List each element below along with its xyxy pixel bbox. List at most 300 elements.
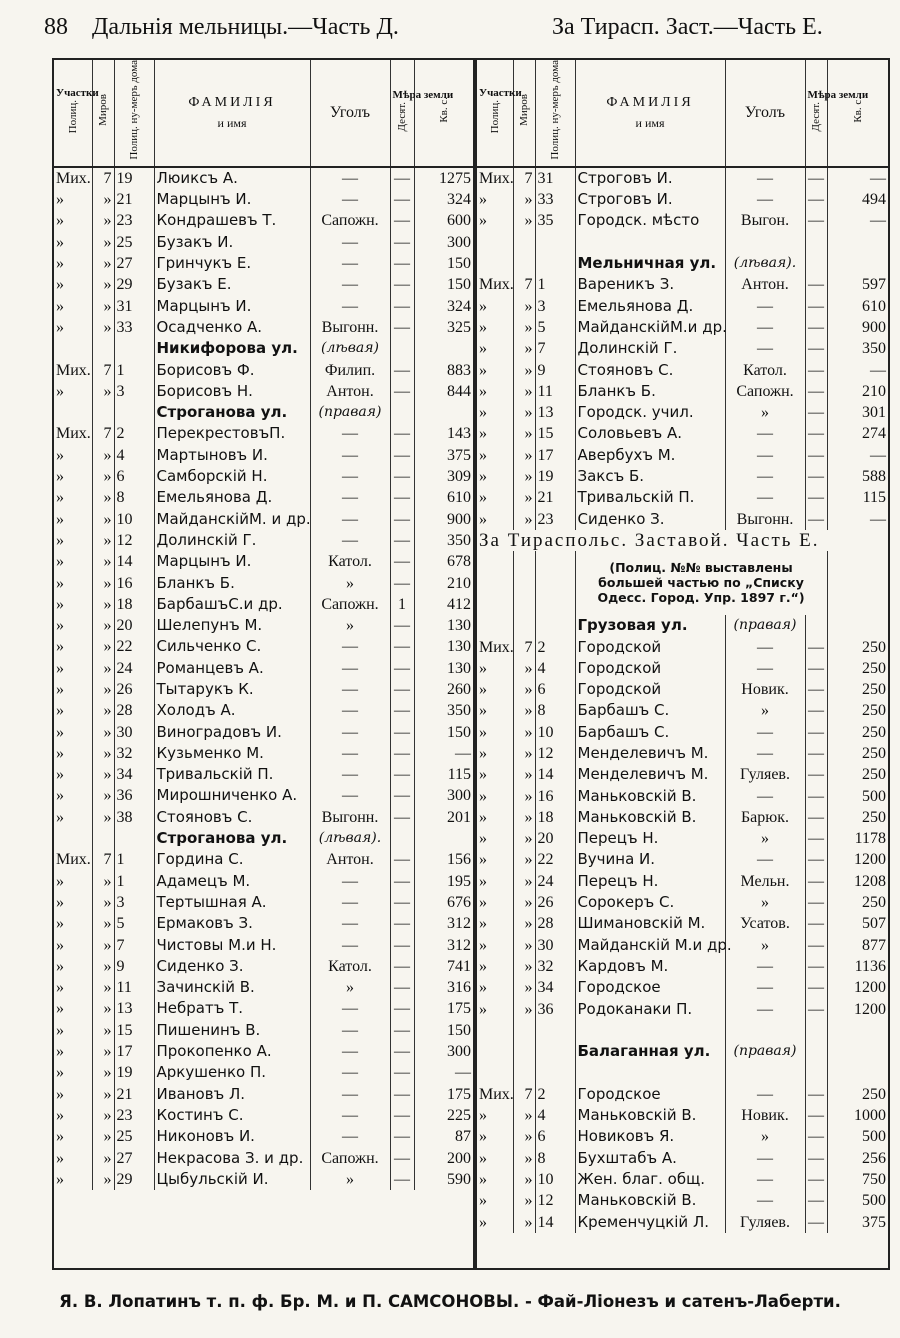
empty-cell xyxy=(513,615,535,636)
magistrate-district: » xyxy=(513,444,535,465)
police-district: » xyxy=(56,936,64,954)
left-register-table xyxy=(52,58,475,1270)
owner-name: Холодъ А. xyxy=(154,700,310,721)
table-row xyxy=(477,210,888,231)
owner-name: Городское xyxy=(575,977,725,998)
owner-name: Марцынъ И. xyxy=(154,551,310,572)
land-desyatin: — xyxy=(390,785,414,806)
magistrate-district: » xyxy=(513,934,535,955)
land-desyatin: 1 xyxy=(390,594,414,615)
land-desyatin: — xyxy=(390,1147,414,1168)
owner-name: Костинъ С. xyxy=(154,1105,310,1126)
table-row xyxy=(54,1019,473,1040)
col-header-corner: Уголъ xyxy=(310,60,390,167)
col-header-polits: Участки Полиц. xyxy=(54,60,92,167)
land-sq-sazhen: 500 xyxy=(827,1190,888,1211)
table-row xyxy=(477,189,888,210)
land-sq-sazhen: 250 xyxy=(827,1083,888,1104)
empty-cell xyxy=(54,338,92,359)
land-desyatin: — xyxy=(390,444,414,465)
table-row xyxy=(54,1062,473,1083)
table-row xyxy=(54,466,473,487)
police-district: » xyxy=(479,361,487,379)
police-district: Мих. xyxy=(479,169,514,187)
land-sq-sazhen: 1200 xyxy=(827,998,888,1019)
land-sq-sazhen: 250 xyxy=(827,721,888,742)
owner-name: Виноградовъ И. xyxy=(154,721,310,742)
police-district: » xyxy=(56,787,64,805)
house-number: 31 xyxy=(535,167,575,189)
house-number: 14 xyxy=(535,1211,575,1232)
street-side: (лѣвая) xyxy=(310,338,390,359)
magistrate-district: » xyxy=(513,721,535,742)
table-row xyxy=(54,210,473,231)
police-district: » xyxy=(479,851,487,869)
owner-name: Маньковскій В. xyxy=(575,807,725,828)
table-row xyxy=(54,636,473,657)
house-number: 21 xyxy=(114,189,154,210)
police-district: » xyxy=(56,233,64,251)
land-desyatin: — xyxy=(805,636,827,657)
police-district: » xyxy=(479,979,487,997)
owner-name: Осадченко А. xyxy=(154,317,310,338)
table-row xyxy=(477,892,888,913)
magistrate-district: » xyxy=(513,998,535,1019)
police-district: » xyxy=(56,382,64,400)
house-number: 28 xyxy=(114,700,154,721)
corner-street: Гуляев. xyxy=(725,1211,805,1232)
owner-name: Соловьевъ А. xyxy=(575,423,725,444)
corner-street: — xyxy=(310,764,390,785)
magistrate-district: » xyxy=(513,1211,535,1232)
empty-cell xyxy=(390,338,414,359)
table-row xyxy=(54,1041,473,1062)
owner-name: Кузьменко М. xyxy=(154,743,310,764)
magistrate-district: » xyxy=(92,892,114,913)
land-desyatin: — xyxy=(805,508,827,529)
table-row xyxy=(54,1147,473,1168)
house-number: 3 xyxy=(114,892,154,913)
corner-street: — xyxy=(725,167,805,189)
table-row xyxy=(477,317,888,338)
land-sq-sazhen: 678 xyxy=(414,551,473,572)
land-sq-sazhen: 130 xyxy=(414,615,473,636)
house-number: 15 xyxy=(535,423,575,444)
corner-street: — xyxy=(725,998,805,1019)
land-sq-sazhen: 156 xyxy=(414,849,473,870)
land-desyatin: — xyxy=(805,764,827,785)
corner-street xyxy=(725,1020,805,1041)
corner-street: — xyxy=(310,1062,390,1083)
corner-street: — xyxy=(725,785,805,806)
house-number: 5 xyxy=(535,317,575,338)
corner-street xyxy=(725,1062,805,1083)
land-sq-sazhen: 883 xyxy=(414,359,473,380)
magistrate-district: » xyxy=(92,189,114,210)
land-sq-sazhen: 150 xyxy=(414,274,473,295)
table-row xyxy=(54,231,473,252)
table-row xyxy=(477,1211,888,1232)
corner-street: — xyxy=(310,892,390,913)
police-district: » xyxy=(56,957,64,975)
house-number: 7 xyxy=(535,338,575,359)
land-desyatin: — xyxy=(805,338,827,359)
land-sq-sazhen: 225 xyxy=(414,1105,473,1126)
table-row xyxy=(477,785,888,806)
owner-name xyxy=(575,1062,725,1083)
land-sq-sazhen: 250 xyxy=(827,658,888,679)
house-number: 33 xyxy=(535,189,575,210)
land-sq-sazhen: 900 xyxy=(827,317,888,338)
corner-street: — xyxy=(725,338,805,359)
corner-street: — xyxy=(725,487,805,508)
owner-name: Цыбульскій И. xyxy=(154,1169,310,1190)
land-sq-sazhen: 316 xyxy=(414,977,473,998)
house-number: 9 xyxy=(114,956,154,977)
police-district: Мих. xyxy=(479,1085,514,1103)
owner-name: Долинскій Г. xyxy=(575,338,725,359)
owner-name: Мирошниченко А. xyxy=(154,785,310,806)
corner-street: — xyxy=(310,1126,390,1147)
magistrate-district: » xyxy=(92,934,114,955)
owner-name: Бузакъ И. xyxy=(154,231,310,252)
empty-cell xyxy=(535,615,575,636)
police-district xyxy=(477,231,513,252)
table-row xyxy=(477,423,888,444)
land-sq-sazhen: 494 xyxy=(827,189,888,210)
corner-street: Усатов. xyxy=(725,913,805,934)
land-sq-sazhen: — xyxy=(827,359,888,380)
land-sq-sazhen: 130 xyxy=(414,657,473,678)
land-sq-sazhen: 175 xyxy=(414,998,473,1019)
owner-name: Строговъ И. xyxy=(575,167,725,189)
owner-name: Городск. учил. xyxy=(575,402,725,423)
land-desyatin: — xyxy=(805,679,827,700)
house-number: 17 xyxy=(535,444,575,465)
police-district: » xyxy=(479,723,487,741)
land-desyatin: — xyxy=(390,998,414,1019)
land-desyatin: — xyxy=(390,1105,414,1126)
corner-street: — xyxy=(310,934,390,955)
land-sq-sazhen: 350 xyxy=(414,530,473,551)
land-desyatin: — xyxy=(805,977,827,998)
police-district: » xyxy=(56,531,64,549)
empty-cell xyxy=(535,1041,575,1062)
magistrate-district: » xyxy=(513,317,535,338)
land-sq-sazhen: 250 xyxy=(827,679,888,700)
house-number: 35 xyxy=(535,210,575,231)
house-number: 10 xyxy=(114,508,154,529)
magistrate-district: » xyxy=(513,1190,535,1211)
corner-street: Сапожн. xyxy=(310,1147,390,1168)
left-running-title: Дальнія мельницы.—Часть Д. xyxy=(92,14,399,40)
corner-street: » xyxy=(310,977,390,998)
land-desyatin: — xyxy=(390,210,414,231)
land-desyatin: — xyxy=(805,785,827,806)
corner-street: — xyxy=(310,444,390,465)
police-district: » xyxy=(479,340,487,358)
street-side: (правая) xyxy=(725,615,805,636)
corner-street: Катол. xyxy=(310,956,390,977)
owner-name: Сильченко С. xyxy=(154,636,310,657)
land-sq-sazhen: 175 xyxy=(414,1083,473,1104)
house-number: 32 xyxy=(535,956,575,977)
land-desyatin: — xyxy=(390,636,414,657)
house-number xyxy=(535,231,575,252)
table-row xyxy=(54,423,473,444)
corner-street: Катол. xyxy=(310,551,390,572)
land-sq-sazhen: 325 xyxy=(414,317,473,338)
land-sq-sazhen: 250 xyxy=(827,807,888,828)
corner-street: — xyxy=(310,721,390,742)
corner-street: Гуляев. xyxy=(725,764,805,785)
table-row xyxy=(477,828,888,849)
empty-cell xyxy=(114,402,154,423)
magistrate-district: » xyxy=(92,231,114,252)
police-district: » xyxy=(56,979,64,997)
magistrate-district: 7 xyxy=(92,849,114,870)
land-desyatin: — xyxy=(390,1019,414,1040)
land-desyatin: — xyxy=(805,828,827,849)
col-header-desyat: Мѣра земли Десят. xyxy=(805,60,827,167)
magistrate-district: 7 xyxy=(513,167,535,189)
owner-name: Самборскій Н. xyxy=(154,466,310,487)
police-district: » xyxy=(56,617,64,635)
police-district: » xyxy=(479,297,487,315)
table-row xyxy=(477,359,888,380)
corner-street: — xyxy=(725,956,805,977)
corner-street: Сапожн. xyxy=(725,381,805,402)
col-header-surname: ФАМИЛІЯ и имя xyxy=(575,60,725,167)
owner-name: Строговъ И. xyxy=(575,189,725,210)
street-section-row xyxy=(477,253,888,274)
empty-cell xyxy=(54,402,92,423)
police-district: » xyxy=(56,1064,64,1082)
police-district: » xyxy=(479,489,487,507)
corner-street: — xyxy=(725,189,805,210)
police-district: Мих. xyxy=(56,851,91,869)
police-district: » xyxy=(479,808,487,826)
col-header-desyat: Мѣра земли Десят. xyxy=(390,60,414,167)
owner-name: Долинскій Г. xyxy=(154,530,310,551)
land-sq-sazhen xyxy=(827,1062,888,1083)
owner-name: Городской xyxy=(575,679,725,700)
magistrate-district: » xyxy=(513,1147,535,1168)
table-row xyxy=(477,934,888,955)
land-sq-sazhen xyxy=(827,231,888,252)
police-district: » xyxy=(56,1085,64,1103)
police-district: » xyxy=(479,468,487,486)
house-number: 19 xyxy=(535,466,575,487)
land-sq-sazhen: 250 xyxy=(827,700,888,721)
table-row xyxy=(54,956,473,977)
corner-street: » xyxy=(310,1169,390,1190)
land-sq-sazhen: 1000 xyxy=(827,1105,888,1126)
magistrate-district: » xyxy=(92,700,114,721)
land-sq-sazhen: 1136 xyxy=(827,956,888,977)
table-row xyxy=(477,487,888,508)
land-desyatin: — xyxy=(805,870,827,891)
land-sq-sazhen: 324 xyxy=(414,189,473,210)
corner-street: — xyxy=(310,913,390,934)
owner-name: Люиксъ А. xyxy=(154,167,310,189)
owner-name: Шимановскій М. xyxy=(575,913,725,934)
house-number: 16 xyxy=(535,785,575,806)
police-district xyxy=(477,1062,513,1083)
land-sq-sazhen: 590 xyxy=(414,1169,473,1190)
owner-name: Менделевичъ М. xyxy=(575,764,725,785)
right-running-title: За Тирасп. Заст.—Часть Е. xyxy=(552,14,823,40)
table-row xyxy=(54,189,473,210)
police-district: » xyxy=(56,638,64,656)
owner-name xyxy=(575,231,725,252)
magistrate-district: » xyxy=(92,1147,114,1168)
house-number: 23 xyxy=(114,1105,154,1126)
magistrate-district: 7 xyxy=(92,423,114,444)
land-sq-sazhen: 500 xyxy=(827,785,888,806)
corner-street: — xyxy=(310,1019,390,1040)
magistrate-district: » xyxy=(92,381,114,402)
house-number: 19 xyxy=(114,167,154,189)
land-desyatin: — xyxy=(805,807,827,828)
police-district: » xyxy=(56,489,64,507)
house-number: 1 xyxy=(535,274,575,295)
empty-cell xyxy=(513,1041,535,1062)
land-desyatin: — xyxy=(805,189,827,210)
land-sq-sazhen: 150 xyxy=(414,721,473,742)
street-section-row xyxy=(477,1041,888,1062)
empty-cell xyxy=(827,1041,888,1062)
land-desyatin: — xyxy=(390,956,414,977)
col-header-house-no: Полиц. ну-меръ дома xyxy=(535,60,575,167)
corner-street: — xyxy=(310,657,390,678)
land-sq-sazhen: 500 xyxy=(827,1126,888,1147)
land-desyatin: — xyxy=(805,167,827,189)
magistrate-district: » xyxy=(92,998,114,1019)
corner-street: — xyxy=(310,1041,390,1062)
owner-name: Кондрашевъ Т. xyxy=(154,210,310,231)
table-row xyxy=(54,572,473,593)
land-desyatin: — xyxy=(390,253,414,274)
land-desyatin: — xyxy=(390,615,414,636)
street-name: Грузовая ул. xyxy=(575,615,725,636)
corner-street: » xyxy=(725,828,805,849)
corner-street: — xyxy=(310,423,390,444)
magistrate-district: » xyxy=(513,828,535,849)
corner-street: » xyxy=(725,700,805,721)
land-desyatin: — xyxy=(805,359,827,380)
empty-cell xyxy=(805,253,827,274)
note-row xyxy=(477,551,888,615)
corner-street: Новик. xyxy=(725,679,805,700)
land-sq-sazhen: 250 xyxy=(827,743,888,764)
magistrate-district: » xyxy=(513,956,535,977)
land-desyatin: — xyxy=(805,700,827,721)
land-desyatin: — xyxy=(390,1062,414,1083)
police-district: » xyxy=(56,893,64,911)
owner-name: Шелепунъ М. xyxy=(154,615,310,636)
corner-street: Новик. xyxy=(725,1105,805,1126)
house-number: 20 xyxy=(114,615,154,636)
col-header-corner: Уголъ xyxy=(725,60,805,167)
street-name: Балаганная ул. xyxy=(575,1041,725,1062)
empty-cell xyxy=(805,1041,827,1062)
owner-name: Пишенинъ В. xyxy=(154,1019,310,1040)
corner-street: — xyxy=(725,295,805,316)
corner-street: » xyxy=(725,892,805,913)
police-district: Мих. xyxy=(479,276,514,294)
land-sq-sazhen: 309 xyxy=(414,466,473,487)
owner-name: Городской xyxy=(575,658,725,679)
table-row xyxy=(477,444,888,465)
land-desyatin xyxy=(805,1020,827,1041)
street-side: (правая) xyxy=(725,1041,805,1062)
table-row xyxy=(477,1020,888,1041)
police-district: » xyxy=(479,872,487,890)
magistrate-district: » xyxy=(92,466,114,487)
magistrate-district: » xyxy=(513,743,535,764)
empty-cell xyxy=(477,253,513,274)
table-row xyxy=(54,274,473,295)
table-row xyxy=(54,530,473,551)
owner-name: Родоканаки П. xyxy=(575,998,725,1019)
land-desyatin: — xyxy=(805,1169,827,1190)
police-district: » xyxy=(56,595,64,613)
magistrate-district: 7 xyxy=(92,359,114,380)
table-row xyxy=(477,1147,888,1168)
table-row xyxy=(54,615,473,636)
police-district: » xyxy=(479,766,487,784)
magistrate-district: » xyxy=(92,764,114,785)
owner-name: Городское xyxy=(575,1083,725,1104)
empty-cell xyxy=(54,828,92,849)
owner-name: ПерекрестовъП. xyxy=(154,423,310,444)
street-side: (лѣвая). xyxy=(310,828,390,849)
land-sq-sazhen: 200 xyxy=(414,1147,473,1168)
magistrate-district: » xyxy=(513,487,535,508)
land-desyatin: — xyxy=(390,1041,414,1062)
police-district: » xyxy=(479,425,487,443)
corner-street: — xyxy=(725,849,805,870)
empty-cell xyxy=(414,338,473,359)
police-district: » xyxy=(56,510,64,528)
street-section-row xyxy=(54,402,473,423)
land-sq-sazhen: 741 xyxy=(414,956,473,977)
police-district: Мих. xyxy=(56,425,91,443)
magistrate-district: » xyxy=(92,530,114,551)
magistrate-district: » xyxy=(92,1105,114,1126)
magistrate-district: » xyxy=(513,338,535,359)
land-sq-sazhen: 324 xyxy=(414,295,473,316)
magistrate-district xyxy=(513,1020,535,1041)
magistrate-district: » xyxy=(92,679,114,700)
magistrate-district: » xyxy=(513,892,535,913)
land-sq-sazhen: 201 xyxy=(414,806,473,827)
house-number: 30 xyxy=(114,721,154,742)
part-heading: За Тирaспольс. Заставой. Часть Е. xyxy=(479,529,820,551)
corner-street: — xyxy=(725,721,805,742)
corner-street: — xyxy=(310,530,390,551)
house-number: 1 xyxy=(114,870,154,891)
corner-street: — xyxy=(310,466,390,487)
police-district: » xyxy=(479,681,487,699)
owner-name: Бузакъ Е. xyxy=(154,274,310,295)
owner-name: Жен. благ. общ. xyxy=(575,1169,725,1190)
police-district: » xyxy=(479,1128,487,1146)
corner-street: Выгонн. xyxy=(725,508,805,529)
corner-street: Сапожн. xyxy=(310,594,390,615)
owner-name: Бланкъ Б. xyxy=(154,572,310,593)
